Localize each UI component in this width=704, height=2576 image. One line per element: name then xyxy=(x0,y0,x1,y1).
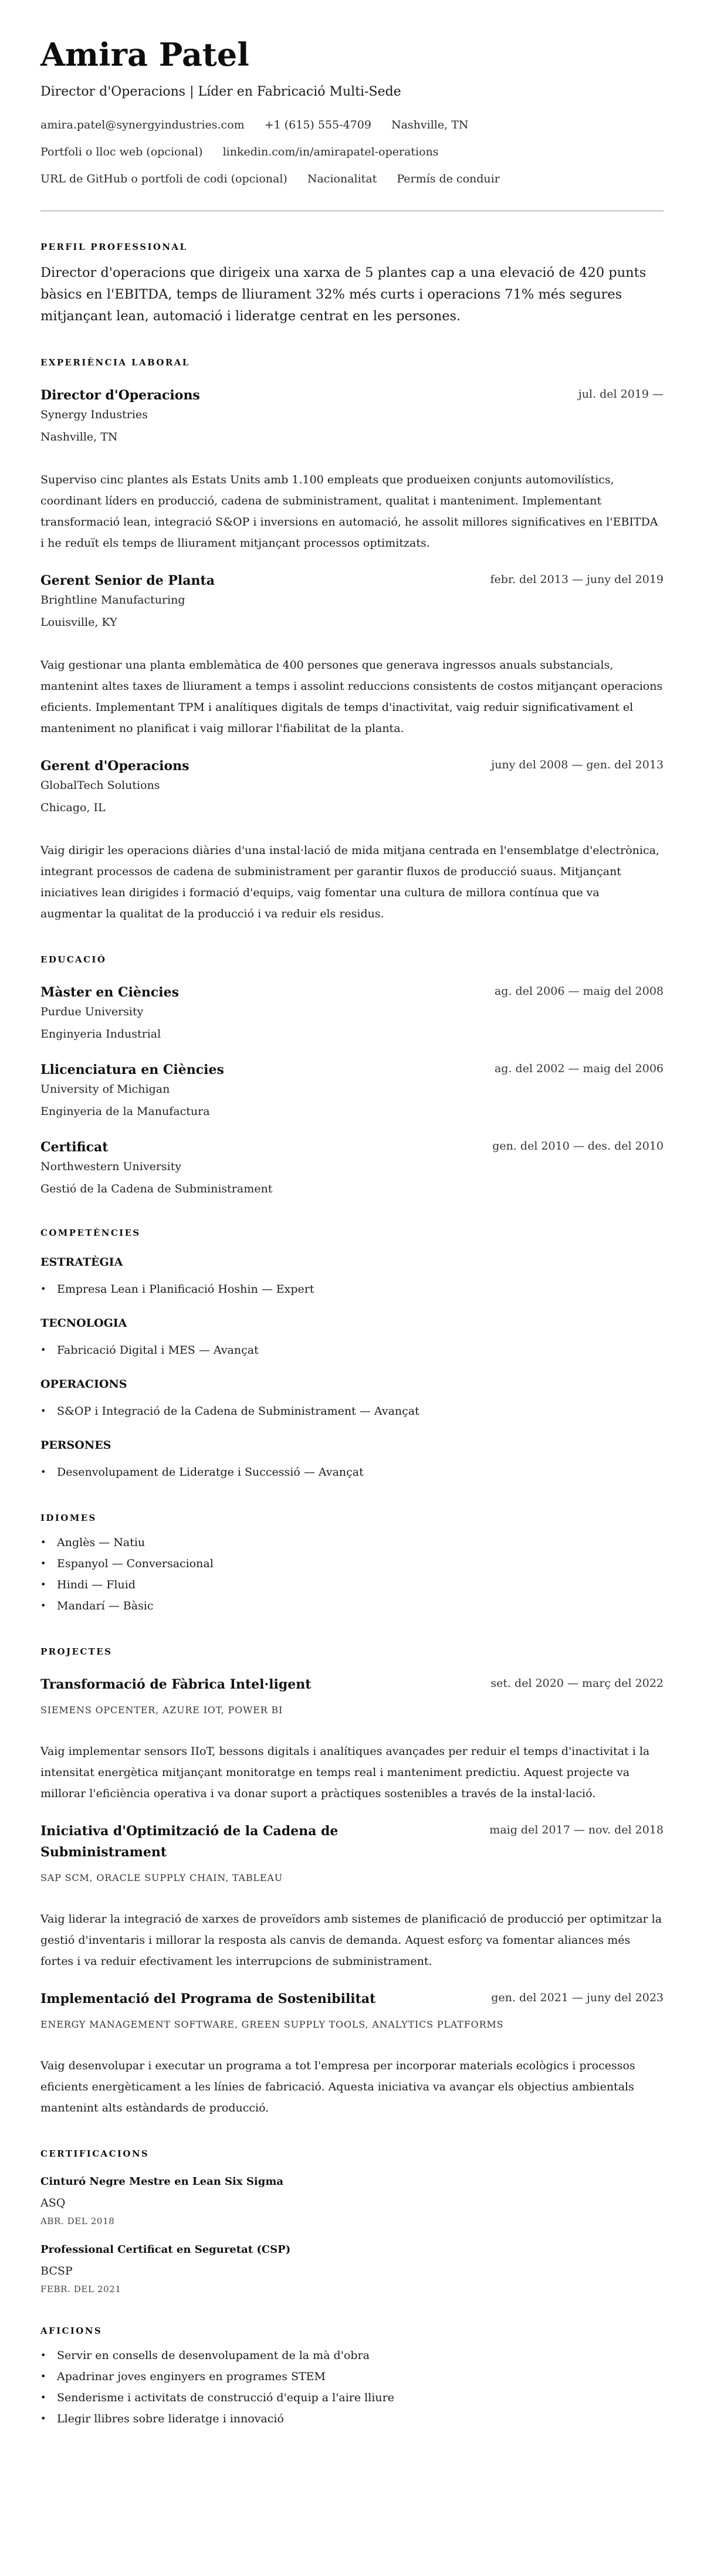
languages-section xyxy=(40,1512,664,1616)
certification-entry xyxy=(40,2242,664,2296)
skill-item: • Fabricació Digital i MES — Avançat xyxy=(40,1340,664,1361)
job-description: Superviso cinc plantes als Estats Units amb 1.100 empleats que produeixen conjunts automovilístics, coordinant líders en producció, cadena de subministrament, qualitat i manteniment. Implementant transformació lean, integració S&OP i inversions en automació, he assolit millores significatives en l'EBITDA i he reduït els temps de lliurament mitjançant processos optimitzats. xyxy=(40,473,658,550)
skill-list xyxy=(40,1401,664,1422)
contact-phone[interactable]: +1 (615) 555-4709 xyxy=(264,118,371,131)
language-item: • Espanyol — Conversacional xyxy=(40,1553,664,1574)
contact-portfolio[interactable]: Portfoli o lloc web (opcional) xyxy=(40,145,203,158)
skill-category-name: PERSONES xyxy=(40,1439,111,1452)
experience-section xyxy=(40,357,664,924)
skill-category xyxy=(40,1254,664,1300)
hobby-item: • Apadrinar joves enginyers en programes STEM xyxy=(40,2366,664,2387)
job-title: Gerent d'Operacions xyxy=(40,758,189,774)
job-location: Nashville, TN xyxy=(40,431,118,443)
project-description: Vaig implementar sensors IIoT, bessons digitals i analítiques avançades per reduir el temps d'inactivitat i la intensitat energètica mitjançant monitoratge en temps real i manteniment predictiu. Aquest projecte va millorar l'eficiència operativa i va donar suport a pràctiques sostenibles a través de la instal·lació. xyxy=(40,1745,650,1800)
job-dates: febr. del 2013 — juny del 2019 xyxy=(490,573,664,586)
hobby-list xyxy=(40,2345,664,2429)
contact-row-3 xyxy=(40,171,664,187)
contact-driving-license: Permís de conduir xyxy=(397,172,500,185)
field-of-study: Gestió de la Cadena de Subministrament xyxy=(40,1182,273,1195)
degree-dates: ag. del 2002 — maig del 2006 xyxy=(494,1062,664,1075)
school-name: Northwestern University xyxy=(40,1160,182,1173)
section-title-certifications: CERTIFICACIONS xyxy=(40,2148,150,2159)
job-location: Louisville, KY xyxy=(40,616,117,629)
hobby-item: • Senderisme i activitats de construcció d'equip a l'aire lliure xyxy=(40,2387,664,2408)
education-section xyxy=(40,954,664,1198)
summary-text: Director d'operacions que dirigeix una xarxa de 5 plantes cap a una elevació de 420 punts bàsics en l'EBITDA, temps de lliurament 32% més curts i operacions 71% més segures mitjançant lean, automació i lideratge centrat en les persones. xyxy=(40,265,647,324)
skill-list xyxy=(40,1462,664,1483)
experience-entry xyxy=(40,385,664,554)
project-description: Vaig liderar la integració de xarxes de proveïdors amb sistemes de planificació de producció per optimitzar la gestió d'inventaris i millorar la resposta als canvis de demanda. Aquest esforç va fomentar aliances més fortes i va reduir efectivament les interrupcions de subministrament. xyxy=(40,1913,662,1968)
certifications-section xyxy=(40,2148,664,2296)
skill-category-name: TECNOLOGIA xyxy=(40,1317,127,1330)
skill-item: • Empresa Lean i Planificació Hoshin — Expert xyxy=(40,1279,664,1300)
skill-list xyxy=(40,1279,664,1300)
project-entry xyxy=(40,1988,664,2119)
contact-row-1 xyxy=(40,117,664,133)
hobby-item: • Llegir llibres sobre lideratge i innovació xyxy=(40,2408,664,2429)
skill-category xyxy=(40,1376,664,1422)
job-company: Synergy Industries xyxy=(40,408,148,421)
certification-name: Professional Certificat en Seguretat (CSP) xyxy=(40,2243,291,2256)
header-divider xyxy=(40,210,664,212)
hobby-item: • Servir en consells de desenvolupament de la mà d'obra xyxy=(40,2345,664,2366)
job-description: Vaig gestionar una planta emblemàtica de 400 persones que generava ingressos anuals substancials, mantenint altes taxes de lliurament a temps i assolint reduccions consistents de costos mitjançant operacions eficients. Implementant TPM i analítiques digitals de temps d'inactivitat, vaig reduir significativament el manteniment no planificat i vaig millorar l'fiabilitat de la planta. xyxy=(40,659,663,735)
project-dates: gen. del 2021 — juny del 2023 xyxy=(491,1991,664,2004)
contact-location: Nashville, TN xyxy=(391,118,469,131)
language-item: • Hindi — Fluid xyxy=(40,1574,664,1595)
project-entry xyxy=(40,1821,664,1972)
degree-title: Màster en Ciències xyxy=(40,985,180,1000)
section-title-hobbies: AFICIONS xyxy=(40,2326,103,2336)
project-description: Vaig desenvolupar i executar un programa a tot l'empresa per incorporar materials ecològics i processos eficients energèticament a les línies de fabricació. Aquesta iniciativa va avançar els objectius ambientals mantenint alts estàndards de producció. xyxy=(40,2059,635,2114)
job-company: GlobalTech Solutions xyxy=(40,779,160,792)
field-of-study: Enginyeria de la Manufactura xyxy=(40,1105,210,1118)
resume-header xyxy=(40,34,664,187)
school-name: Purdue University xyxy=(40,1005,144,1018)
degree-dates: ag. del 2006 — maig del 2008 xyxy=(494,985,664,998)
degree-title: Certificat xyxy=(40,1140,109,1155)
section-title-skills: COMPETÈNCIES xyxy=(40,1228,141,1238)
project-tech: SAP SCM, ORACLE SUPPLY CHAIN, TABLEAU xyxy=(40,1872,283,1883)
project-tech: ENERGY MANAGEMENT SOFTWARE, GREEN SUPPLY TOOLS, ANALYTICS PLATFORMS xyxy=(40,2019,504,2030)
skill-category xyxy=(40,1315,664,1361)
certification-date: FEBR. DEL 2021 xyxy=(40,2284,121,2294)
contact-nationality: Nacionalitat xyxy=(307,172,377,185)
contact-row-2 xyxy=(40,144,664,160)
project-entry xyxy=(40,1674,664,1804)
candidate-name: Amira Patel xyxy=(40,36,249,73)
project-name: Transformació de Fàbrica Intel·ligent xyxy=(40,1677,312,1692)
project-dates: set. del 2020 — març del 2022 xyxy=(490,1677,664,1690)
degree-dates: gen. del 2010 — des. del 2010 xyxy=(492,1140,664,1153)
project-dates: maig del 2017 — nov. del 2018 xyxy=(489,1823,664,1836)
section-title-projects: PROJECTES xyxy=(40,1646,113,1657)
education-entry xyxy=(40,982,664,1043)
skill-list xyxy=(40,1340,664,1361)
contact-linkedin[interactable]: linkedin.com/in/amirapatel-operations xyxy=(222,145,439,158)
section-title-education: EDUCACIÓ xyxy=(40,954,107,965)
job-description: Vaig dirigir les operacions diàries d'una instal·lació de mida mitjana centrada en l'ensemblatge d'electrònica, integrant processos de cadena de subministrament per garantir fluxos de producció suaus. Mitjançant iniciatives lean dirigides i formació d'equips, vaig fomentar una cultura de millora contínua que va augmentar la qualitat de la producció i va reduir els residus. xyxy=(40,844,659,920)
experience-entry xyxy=(40,570,664,739)
degree-title: Llicenciatura en Ciències xyxy=(40,1062,224,1077)
section-title-summary: PERFIL PROFESSIONAL xyxy=(40,242,188,252)
experience-entry xyxy=(40,755,664,924)
job-title: Gerent Senior de Planta xyxy=(40,573,215,588)
skill-item: • Desenvolupament de Lideratge i Successió — Avançat xyxy=(40,1462,664,1483)
skill-category-name: ESTRATÈGIA xyxy=(40,1256,123,1269)
language-item: • Mandarí — Bàsic xyxy=(40,1595,664,1616)
certification-entry xyxy=(40,2174,664,2228)
projects-section xyxy=(40,1646,664,2119)
job-company: Brightline Manufacturing xyxy=(40,594,185,606)
school-name: University of Michigan xyxy=(40,1083,170,1096)
summary-section xyxy=(40,241,664,327)
project-name: Implementació del Programa de Sostenibilitat xyxy=(40,1991,376,2006)
project-name: Iniciativa d'Optimització de la Cadena de Subministrament xyxy=(40,1823,339,1860)
certification-issuer: BCSP xyxy=(40,2265,73,2277)
job-location: Chicago, IL xyxy=(40,801,106,814)
contact-email[interactable]: amira.patel@synergyindustries.com xyxy=(40,118,245,131)
certification-issuer: ASQ xyxy=(40,2197,66,2209)
job-dates: juny del 2008 — gen. del 2013 xyxy=(491,758,664,771)
contact-github[interactable]: URL de GitHub o portfoli de codi (opcional) xyxy=(40,172,287,185)
skills-section xyxy=(40,1227,664,1483)
skill-category xyxy=(40,1437,664,1483)
skill-category-name: OPERACIONS xyxy=(40,1378,127,1391)
project-tech: SIEMENS OPCENTER, AZURE IOT, POWER BI xyxy=(40,1704,283,1716)
language-list xyxy=(40,1532,664,1616)
section-title-languages: IDIOMES xyxy=(40,1513,97,1523)
certification-name: Cinturó Negre Mestre en Lean Six Sigma xyxy=(40,2175,284,2188)
hobbies-section xyxy=(40,2325,664,2429)
field-of-study: Enginyeria Industrial xyxy=(40,1028,161,1040)
education-entry xyxy=(40,1137,664,1198)
job-dates: jul. del 2019 — xyxy=(578,388,664,401)
certification-date: ABR. DEL 2018 xyxy=(40,2216,115,2226)
language-item: • Anglès — Natiu xyxy=(40,1532,664,1553)
job-title: Director d'Operacions xyxy=(40,388,200,403)
candidate-headline: Director d'Operacions | Líder en Fabricació Multi-Sede xyxy=(40,84,401,99)
skill-item: • S&OP i Integració de la Cadena de Subministrament — Avançat xyxy=(40,1401,664,1422)
education-entry xyxy=(40,1059,664,1120)
section-title-experience: EXPERIÈNCIA LABORAL xyxy=(40,357,190,368)
